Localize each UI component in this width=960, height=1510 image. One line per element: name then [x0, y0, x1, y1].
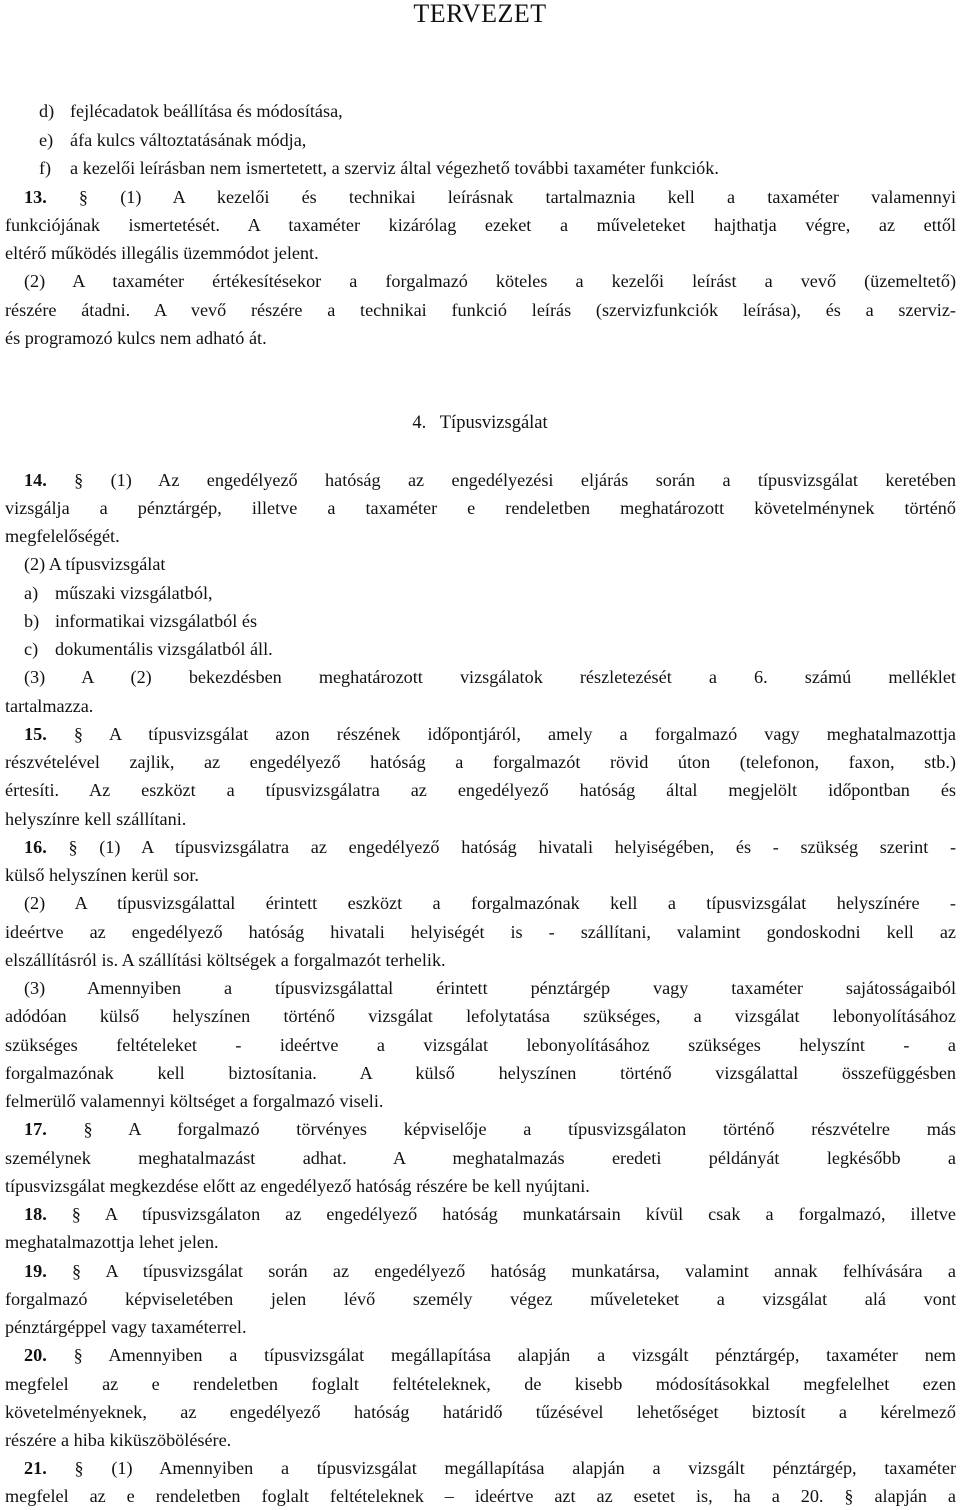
section-number: 16.	[24, 837, 47, 857]
paragraph-13-line: 13. § (1) A kezelői és technikai leírásnak tartalmaznia kell a taxaméter valamennyi	[24, 187, 957, 207]
section-number: 19.	[24, 1261, 47, 1281]
paragraph-15-line: helyszínre kell szállítani.	[5, 809, 187, 829]
list-label: e)	[39, 130, 54, 150]
paragraph-13-2-line: (2) A taxaméter értékesítésekor a forgalmazó köteles a kezelői leírást a vevő (üzemeltető)	[24, 271, 956, 291]
paragraph-20-line: megfelel az e rendeletben foglalt feltételeknek, de kisebb módosításokkal megfelelhet ezen	[5, 1374, 956, 1394]
paragraph-17-line: személynek meghatalmazást adhat. A meghatalmazás eredeti példányát legkésőbb a	[5, 1148, 956, 1168]
paragraph-14-2-intro: (2) A típusvizsgálat	[24, 554, 166, 574]
section-number: 20.	[24, 1345, 47, 1365]
section-number: 18.	[24, 1204, 47, 1224]
paragraph-20-line: részére a hiba kiküszöbölésére.	[5, 1430, 232, 1450]
list-item	[24, 607, 257, 635]
paragraph-16-2-line: elszállításról is. A szállítási költségek a forgalmazót terhelik.	[5, 950, 446, 970]
section-number: 13.	[24, 187, 47, 207]
paragraph-16-2-line: (2) A típusvizsgálattal érintett eszközt a forgalmazónak kell a típusvizsgálat helyszínére -	[24, 893, 956, 913]
paragraph-19-line: 19. § A típusvizsgálat során az engedélyező hatóság munkatársa, valamint annak felhívására a	[24, 1261, 956, 1281]
section-number: 21.	[24, 1458, 47, 1478]
list-text: a kezelői leírásban nem ismertetett, a szerviz által végezhető további taxaméter funkciók.	[70, 158, 719, 178]
paragraph-20-line: 20. § Amennyiben a típusvizsgálat megállapítása alapján a vizsgált pénztárgép, taxaméter nem	[24, 1345, 957, 1365]
paragraph-14-line: vizsgálja a pénztárgép, illetve a taxaméter e rendeletben meghatározott követelménynek történő	[5, 498, 956, 518]
list-item	[24, 579, 213, 607]
paragraph-13-line: funkciójának ismertetését. A taxaméter kizárólag ezeket a műveleteket hajthatja végre, az ettől	[5, 215, 956, 235]
paragraph-16-3-line: forgalmazónak kell biztosítania. A külső helyszínen történő vizsgálattal összefüggésben	[5, 1063, 956, 1083]
list-item	[39, 97, 343, 125]
section-number: 15.	[24, 724, 47, 744]
paragraph-14-line: 14. § (1) Az engedélyező hatóság az engedélyezési eljárás során a típusvizsgálat keretében	[24, 470, 957, 490]
paragraph-19-line: pénztárgéppel vagy taxaméterrel.	[5, 1317, 247, 1337]
list-label: b)	[24, 611, 40, 631]
list-label: f)	[39, 158, 52, 178]
list-label: d)	[39, 101, 55, 121]
paragraph-20-line: követelményeknek, az engedélyező hatóság határidő tűzésével lehetőséget biztosít a kérelmező	[5, 1402, 956, 1422]
paragraph-16-3-line: szükséges feltételeket - ideértve a vizsgálat lebonyolításához szükséges helyszínt - a	[5, 1035, 956, 1055]
paragraph-14-3-line: tartalmazza.	[5, 696, 94, 716]
list-label: a)	[24, 583, 39, 603]
page-header: TERVEZET	[413, 0, 547, 28]
section-number: 17.	[24, 1119, 47, 1139]
list-text: dokumentális vizsgálatból áll.	[55, 639, 273, 659]
section-heading: 4. Típusvizsgálat	[412, 413, 548, 433]
paragraph-15-line: 15. § A típusvizsgálat azon részének időpontjáról, amely a forgalmazó vagy meghatalmazottja	[24, 724, 956, 744]
paragraph-13-2-line: részére átadni. A vevő részére a technikai funkció leírás (szervizfunkciók leírása), és a szerviz-	[5, 300, 956, 320]
paragraph-14-line: megfelelőségét.	[5, 526, 120, 546]
paragraph-16-2-line: ideértve az engedélyező hatóság hivatali helyiségét is - szállítani, valamint gondoskodni kell az	[5, 922, 956, 942]
list-item	[39, 154, 719, 182]
section-number: 14.	[24, 470, 47, 490]
paragraph-17-line: 17. § A forgalmazó törvényes képviselője a típusvizsgálaton történő részvételre más	[24, 1119, 956, 1139]
paragraph-21-line: 21. § (1) Amennyiben a típusvizsgálat megállapítása alapján a vizsgált pénztárgép, taxaméter	[24, 1458, 957, 1478]
paragraph-16-3-line: (3) Amennyiben a típusvizsgálattal érintett pénztárgép vagy taxaméter sajátosságaiból	[24, 978, 956, 998]
paragraph-18-line: meghatalmazottja lehet jelen.	[5, 1232, 219, 1252]
paragraph-13-line: eltérő működés illegális üzemmódot jelent.	[5, 243, 319, 263]
paragraph-14-3-line: (3) A (2) bekezdésben meghatározott vizsgálatok részletezését a 6. számú melléklet	[24, 667, 956, 687]
list-item	[24, 635, 273, 663]
list-text: informatikai vizsgálatból és	[55, 611, 258, 631]
list-label: c)	[24, 639, 39, 659]
paragraph-13-2-line: és programozó kulcs nem adható át.	[5, 328, 267, 348]
paragraph-16-line: külső helyszínen kerül sor.	[5, 865, 199, 885]
paragraph-16-line: 16. § (1) A típusvizsgálatra az engedélyező hatóság hivatali helyiségében, és - szükség szerint -	[24, 837, 957, 857]
list-item	[39, 126, 306, 154]
paragraph-16-3-line: felmerülő valamennyi költséget a forgalmazó viseli.	[5, 1091, 384, 1111]
paragraph-15-line: értesíti. Az eszközt a típusvizsgálatra az engedélyező hatóság által megjelölt időpontban és	[5, 780, 956, 800]
paragraph-16-3-line: adódóan külső helyszínen történő vizsgálat lefolytatása szükséges, a vizsgálat lebonyolításához	[5, 1006, 956, 1026]
paragraph-15-line: részvételével zajlik, az engedélyező hatóság a forgalmazót rövid úton (telefonon, faxon, stb.)	[5, 752, 956, 772]
paragraph-19-line: forgalmazó képviseletében jelen lévő személy végez műveleteket a vizsgálat alá vont	[5, 1289, 956, 1309]
list-text: áfa kulcs változtatásának módja,	[70, 130, 307, 150]
list-text: műszaki vizsgálatból,	[55, 583, 213, 603]
paragraph-18-line: 18. § A típusvizsgálaton az engedélyező hatóság munkatársain kívül csak a forgalmazó, illetve	[24, 1204, 957, 1224]
paragraph-17-line: típusvizsgálat megkezdése előtt az engedélyező hatóság részére be kell nyújtani.	[5, 1176, 590, 1196]
paragraph-21-line: megfelel az e rendeletben foglalt feltételeknek – ideértve azt az esetet is, ha a 20. § alapján a	[5, 1486, 956, 1506]
list-text: fejlécadatok beállítása és módosítása,	[70, 101, 343, 121]
